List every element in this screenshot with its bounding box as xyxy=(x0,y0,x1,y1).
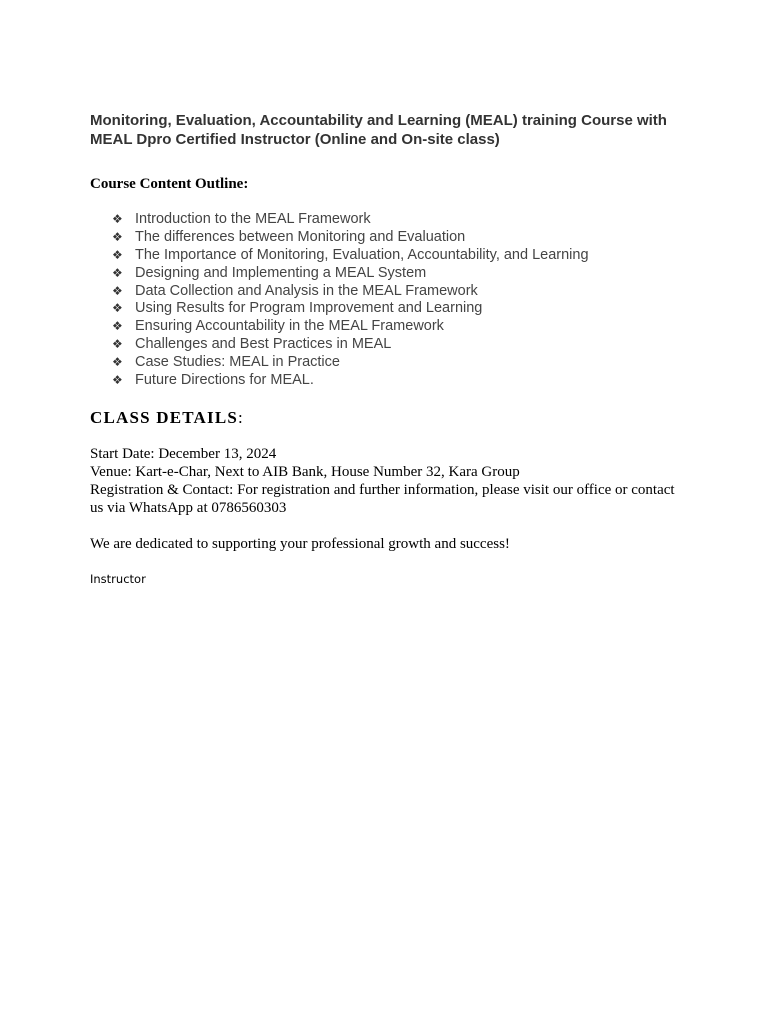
list-item-text: Case Studies: MEAL in Practice xyxy=(135,354,340,371)
list-item-text: Challenges and Best Practices in MEAL xyxy=(135,336,392,353)
list-item xyxy=(112,211,589,229)
list-item xyxy=(112,229,589,247)
list-item xyxy=(112,265,589,283)
list-item xyxy=(112,336,589,354)
diamond-bullet-icon: ❖ xyxy=(112,301,123,316)
document-title: Monitoring, Evaluation, Accountability and Learning (MEAL) training Course with MEAL Dpro Certified Instructor (Online and On-site class) xyxy=(90,112,667,148)
signature-instructor: Instructor xyxy=(90,572,146,586)
diamond-bullet-icon: ❖ xyxy=(112,265,123,280)
list-item-text: Ensuring Accountability in the MEAL Framework xyxy=(135,318,444,335)
list-item xyxy=(112,300,589,318)
diamond-bullet-icon: ❖ xyxy=(112,212,123,226)
closing-statement: We are dedicated to supporting your professional growth and success! xyxy=(90,536,510,552)
diamond-bullet-icon: ❖ xyxy=(112,283,123,298)
start-date: Start Date: December 13, 2024 xyxy=(90,446,277,462)
list-item xyxy=(112,247,589,265)
diamond-bullet-icon: ❖ xyxy=(112,319,123,334)
list-item-text: Using Results for Program Improvement and Learning xyxy=(135,300,483,317)
list-item-text: Introduction to the MEAL Framework xyxy=(135,211,371,227)
outline-list xyxy=(112,211,589,390)
class-details-heading xyxy=(90,408,244,428)
venue: Venue: Kart-e-Char, Next to AIB Bank, House Number 32, Kara Group xyxy=(90,464,520,480)
list-item xyxy=(112,372,589,390)
list-item-text: Designing and Implementing a MEAL System xyxy=(135,264,427,281)
list-item-text: Future Directions for MEAL. xyxy=(135,372,314,389)
list-item-text: Data Collection and Analysis in the MEAL Framework xyxy=(135,282,478,299)
registration-contact: Registration & Contact: For registration and further information, please visit our office or contact us via WhatsApp at 0786560303 xyxy=(90,482,675,516)
class-details-colon: : xyxy=(238,408,244,427)
class-details-heading-text: CLASS DETAILS xyxy=(90,408,239,427)
diamond-bullet-icon: ❖ xyxy=(112,337,123,352)
diamond-bullet-icon: ❖ xyxy=(112,373,123,388)
list-item xyxy=(112,354,589,372)
list-item xyxy=(112,318,589,336)
outline-heading: Course Content Outline: xyxy=(90,176,249,192)
class-details-block xyxy=(90,445,690,517)
diamond-bullet-icon: ❖ xyxy=(112,229,123,244)
list-item xyxy=(112,283,589,301)
diamond-bullet-icon: ❖ xyxy=(112,247,123,262)
list-item-text: The Importance of Monitoring, Evaluation, Accountability, and Learning xyxy=(135,246,589,263)
diamond-bullet-icon: ❖ xyxy=(112,355,123,370)
list-item-text: The differences between Monitoring and Evaluation xyxy=(135,228,466,245)
